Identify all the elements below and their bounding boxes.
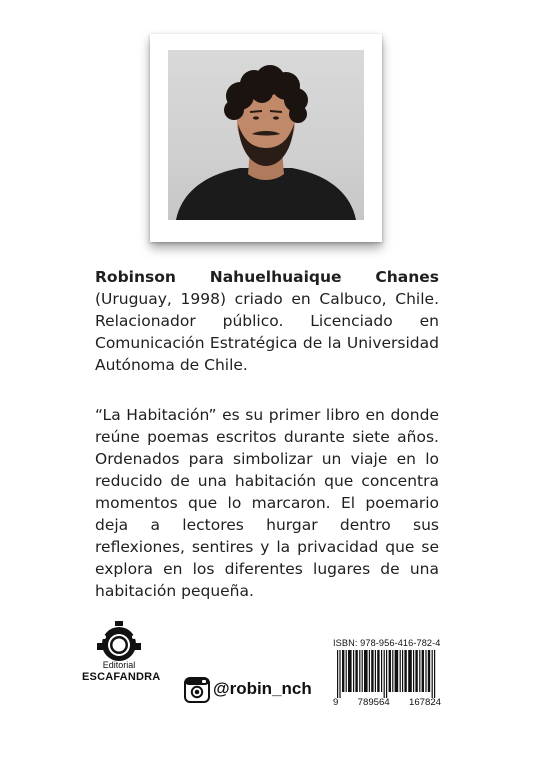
instagram-handle[interactable]: @robin_nch [213, 679, 312, 698]
author-bio-text: (Uruguay, 1998) criado en Calbuco, Chile. Relacionador público. Licenciado en Comunicación Estratégica de la Universidad Autónoma de Chile. [95, 290, 439, 374]
barcode-digit-first: 9 [333, 697, 339, 708]
author-photo [168, 50, 364, 220]
publisher-logo-text [82, 0, 161, 757]
author-name: Robinson Nahuelhuaique Chanes [95, 268, 439, 286]
barcode [333, 650, 439, 698]
barcode-digits [333, 697, 441, 708]
isbn-label: ISBN: 978-956-416-782-4 [333, 638, 441, 648]
book-description: “La Habitación” es su primer libro en donde reúne poemas escritos durante siete años. Ordenados para simbolizar un viaje en lo reducido de una habitación que concentra momentos que lo marcaron. El poemario deja a lectores hurgar dentro sus reflexiones, sentires y la privacidad que se explora en los diferentes lugares de una habitación pequeña. [95, 406, 439, 600]
barcode-digits-left: 789564 [357, 697, 390, 708]
publisher-name: ESCAFANDRA [82, 671, 161, 683]
barcode-digits-right: 167824 [408, 697, 441, 708]
publisher-label: Editorial [102, 660, 136, 670]
instagram-icon[interactable] [184, 677, 210, 703]
author-photo-frame [150, 34, 382, 242]
